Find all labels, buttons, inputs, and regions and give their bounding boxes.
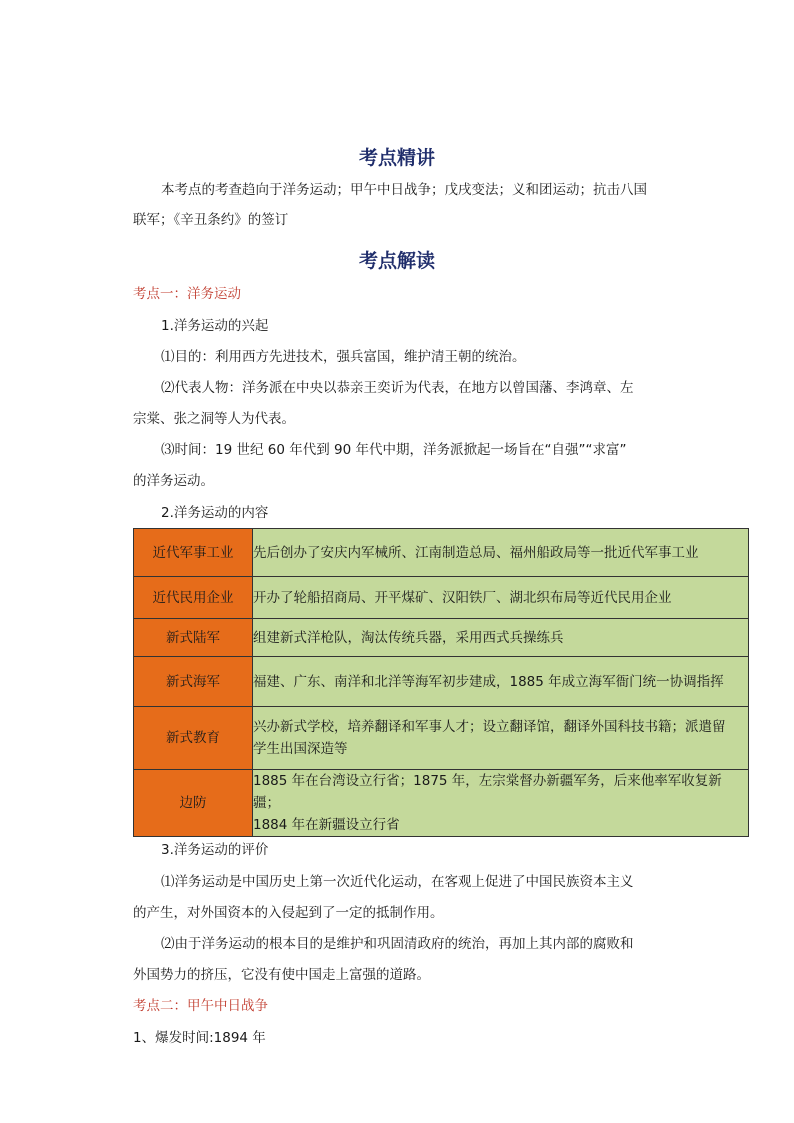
content-heading: 2.洋务运动的内容 [161,505,269,521]
table-category-cell: 近代民用企业 [134,577,253,619]
table-description-cell [253,619,749,657]
table-description-line: 开办了轮船招商局、开平煤矿、汉阳铁厂、湖北织布局等近代民用企业 [253,589,672,606]
evaluation-1-line-2: 的产生，对外国资本的入侵起到了一定的抵制作用。 [133,905,444,921]
table-category-cell: 新式陆军 [134,619,253,657]
point-one-heading: 考点一：洋务运动 [133,286,241,302]
time-text-line-1: ⑶时间：19 世纪 60 年代到 90 年代中期，洋务派掀起一场旨在“自强”“求富” [161,442,627,458]
table-description-line: 学生出国深造等 [253,741,348,757]
purpose-text: ⑴目的：利用西方先进技术，强兵富国，维护清王朝的统治。 [161,349,526,365]
table-description-cell [253,529,749,577]
time-text-line-2: 的洋务运动。 [133,473,214,489]
section-title-exam-focus: 考点精讲 [358,147,435,169]
table-description-cell [253,657,749,707]
table-description-line: 1884 年在新疆设立行省 [253,817,400,833]
table-description-line: 1885 年在台湾设立行省；1875 年，左宗棠督办新疆军务，后来他率军收复新疆； [253,773,722,811]
table-description-line: 福建、广东、南洋和北洋等海军初步建成，1885 年成立海军衙门统一协调指挥 [253,673,724,690]
evaluation-1-line-1: ⑴洋务运动是中国历史上第一次近代化运动，在客观上促进了中国民族资本主义 [161,874,634,890]
table-row [134,707,749,770]
intro-text-line-2: 联军；《辛丑条约》的签订 [133,212,289,228]
figures-text-line-2: 宗棠、张之洞等人为代表。 [133,411,295,427]
table-description-line: 先后创办了安庆内军械所、江南制造总局、福州船政局等一批近代军事工业 [253,544,699,561]
section-title-exam-reading: 考点解读 [358,250,435,272]
table-row [134,577,749,619]
table-category-cell: 边防 [134,770,253,837]
evaluation-heading: 3.洋务运动的评价 [161,842,269,858]
rise-heading: 1.洋务运动的兴起 [161,318,269,334]
table-row [134,657,749,707]
evaluation-2-line-1: ⑵由于洋务运动的根本目的是维护和巩固清政府的统治，再加上其内部的腐败和 [161,936,634,952]
westernization-content-table [133,528,749,837]
table-row [134,770,749,837]
table-category-cell: 新式海军 [134,657,253,707]
outbreak-time-text: 1、爆发时间:1894 年 [133,1030,266,1046]
table-category-cell: 新式教育 [134,707,253,770]
table-row [134,529,749,577]
intro-text-line-1: 本考点的考查趋向于洋务运动；甲午中日战争；戊戌变法；义和团运动；抗击八国 [161,182,647,198]
evaluation-2-line-2: 外国势力的挤压，它没有使中国走上富强的道路。 [133,967,430,983]
table-description-line: 兴办新式学校，培养翻译和军事人才；设立翻译馆，翻译外国科技书籍；派遣留 [253,719,726,735]
table-description-cell [253,577,749,619]
point-two-heading: 考点二：甲午中日战争 [133,998,268,1014]
table-description-cell [253,770,749,837]
table-category-cell: 近代军事工业 [134,529,253,577]
table-description-cell [253,707,749,770]
table-description-line: 组建新式洋枪队，淘汰传统兵器，采用西式兵操练兵 [253,629,564,646]
table-row [134,619,749,657]
figures-text-line-1: ⑵代表人物：洋务派在中央以恭亲王奕䜣为代表，在地方以曾国藩、李鸿章、左 [161,380,634,396]
